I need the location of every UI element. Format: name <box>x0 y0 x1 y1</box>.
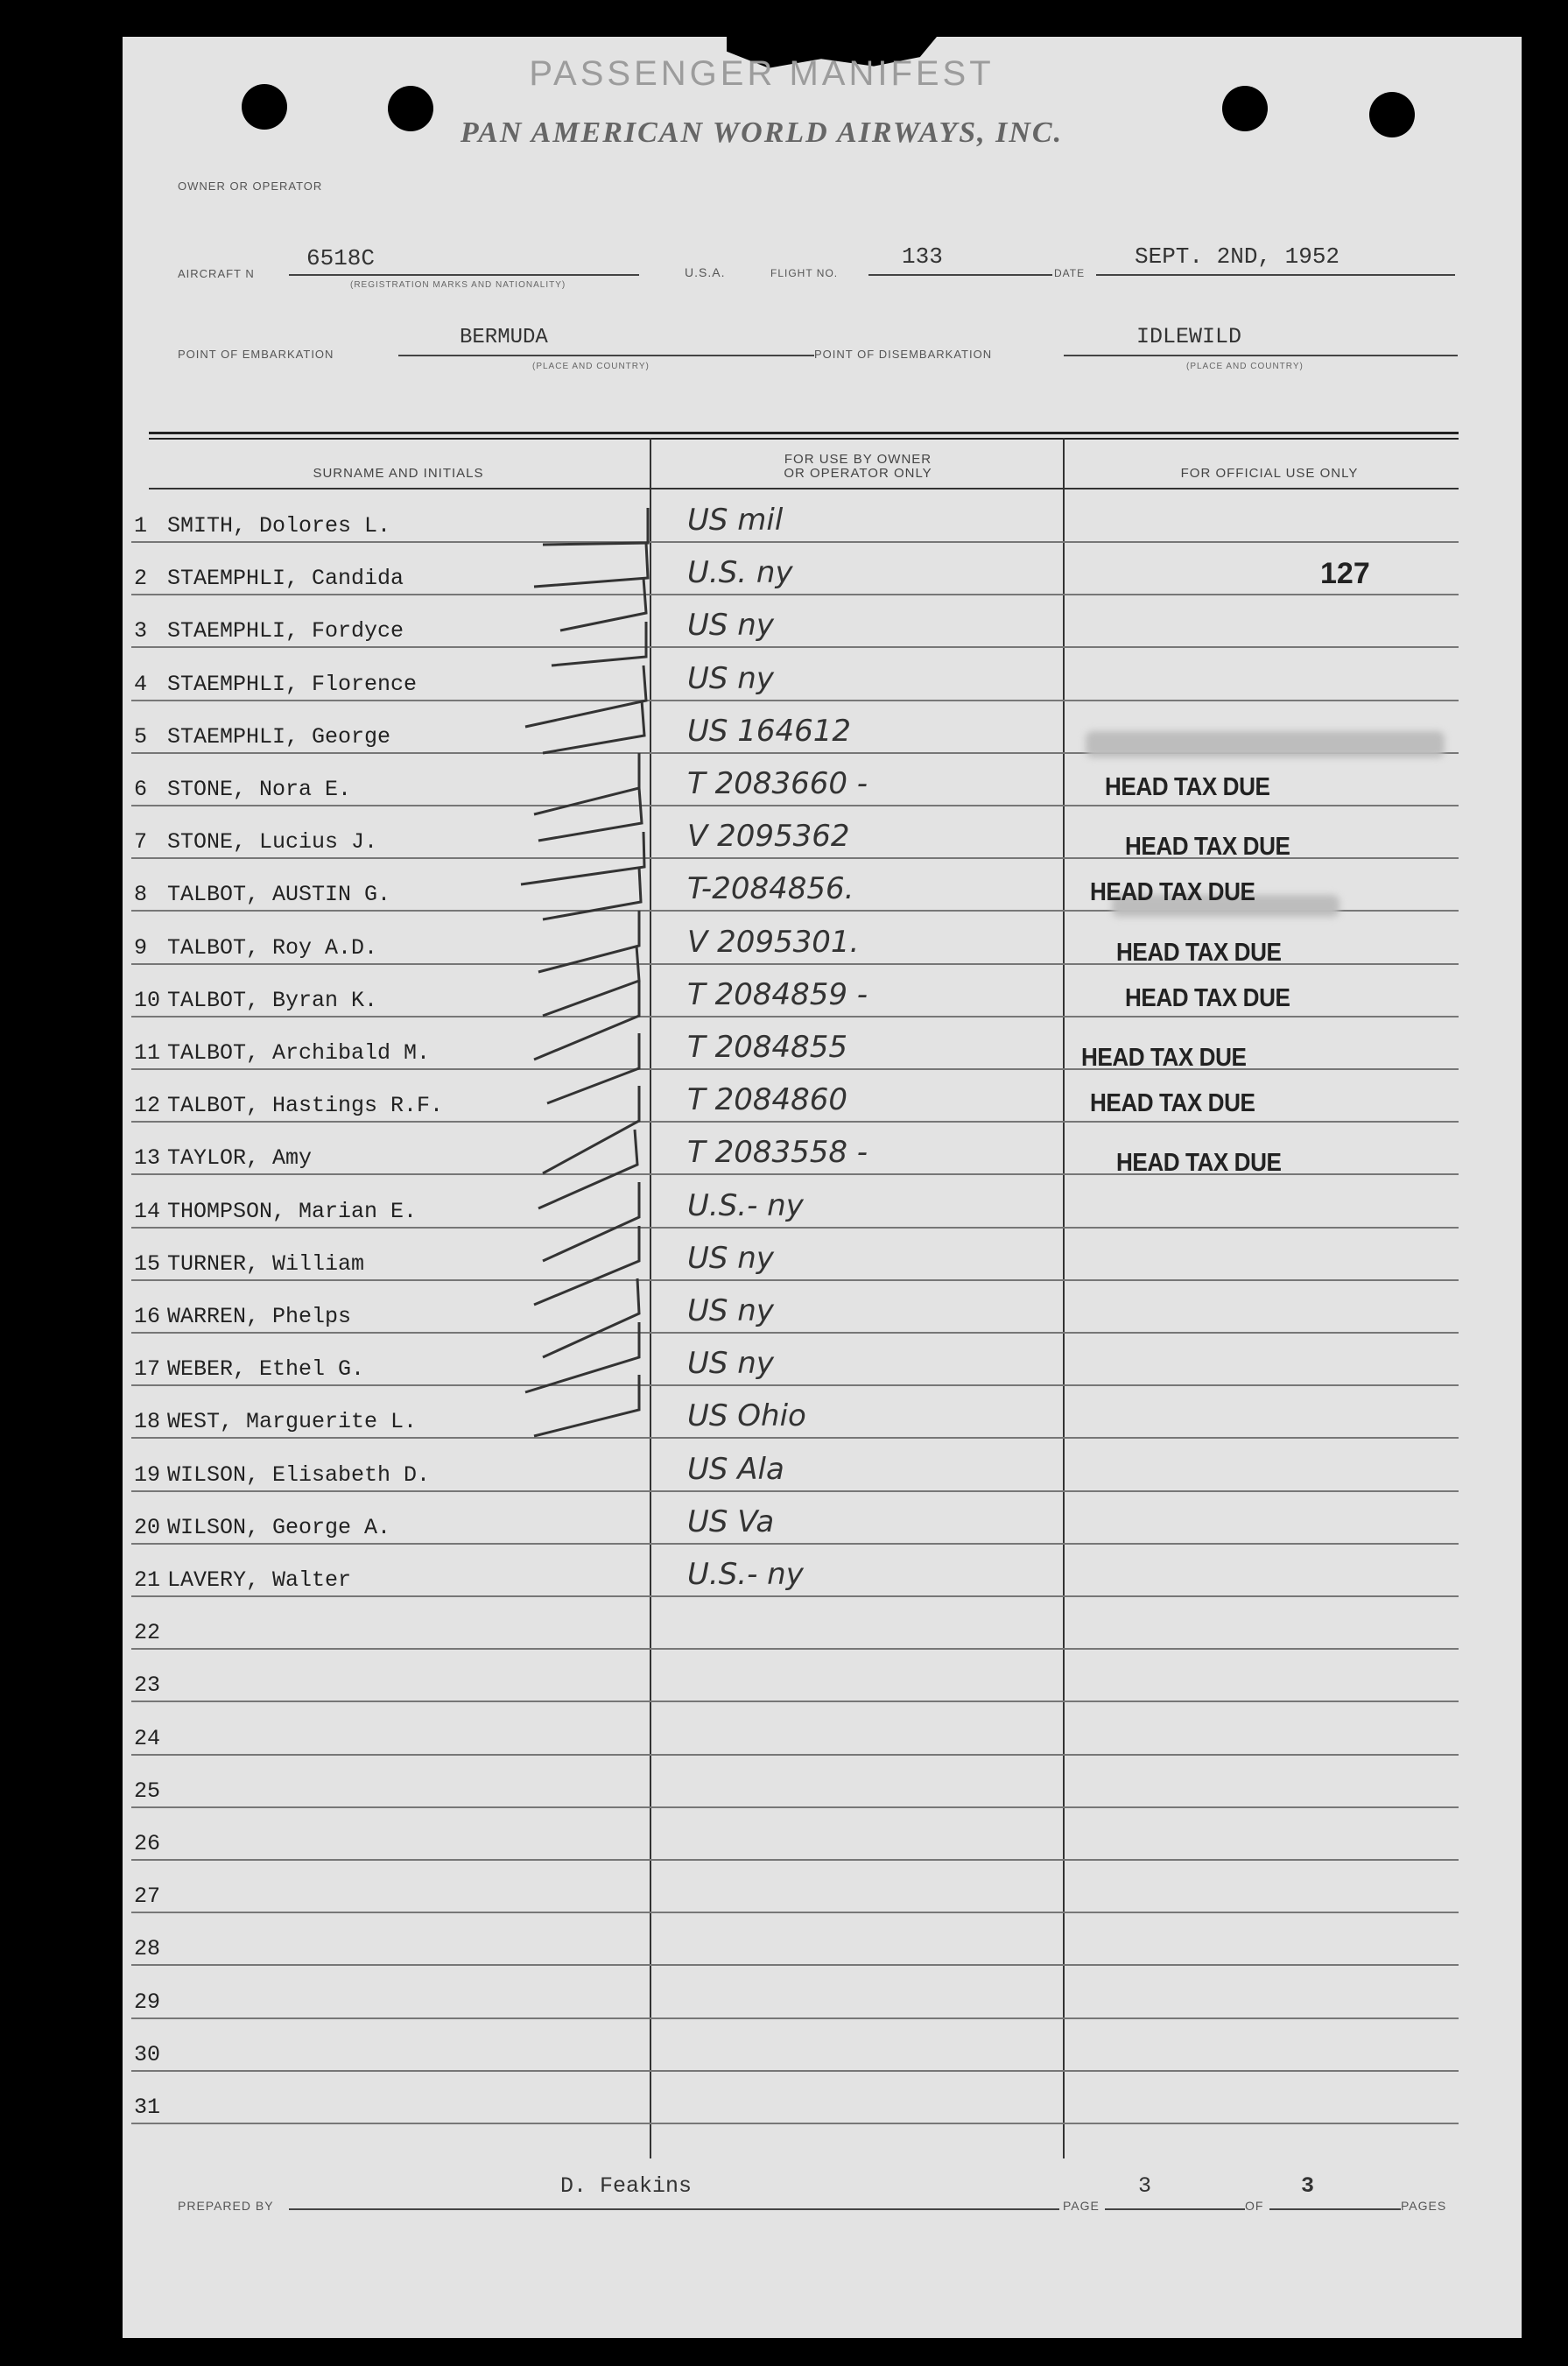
table-row <box>134 1778 167 1804</box>
operator-note: US ny <box>687 1293 774 1328</box>
passenger-name: TURNER, William <box>167 1251 365 1277</box>
embarkation-point: BERMUDA <box>460 326 548 349</box>
row-rule <box>131 646 1459 648</box>
table-row <box>134 566 404 591</box>
check-marks <box>517 490 665 1594</box>
row-rule <box>131 700 1459 701</box>
passenger-name: TAYLOR, Amy <box>167 1145 313 1171</box>
row-number: 3 <box>134 618 148 644</box>
embarkation-note: (PLACE AND COUNTRY) <box>532 362 650 371</box>
row-rule <box>131 1279 1459 1281</box>
passenger-name: TALBOT, Byran K. <box>167 988 378 1013</box>
manifest-sheet <box>123 37 1522 2338</box>
passenger-name: WILSON, Elisabeth D. <box>167 1462 431 1488</box>
operator-note: U.S. ny <box>687 555 793 590</box>
punch-hole <box>1369 92 1415 137</box>
row-number: 23 <box>134 1672 161 1698</box>
operator-column-header-line2: OR OPERATOR ONLY <box>784 466 932 481</box>
embarkation-label: POINT OF EMBARKATION <box>178 348 334 361</box>
aircraft-label: AIRCRAFT N <box>178 267 255 280</box>
table-row <box>134 988 377 1013</box>
flight-label: FLIGHT NO. <box>770 267 839 279</box>
surname-column-header: SURNAME AND INITIALS <box>313 466 484 481</box>
row-rule <box>131 1701 1459 1702</box>
row-number: 25 <box>134 1778 161 1804</box>
row-number: 26 <box>134 1831 161 1856</box>
row-number: 18 <box>134 1409 161 1434</box>
table-row <box>134 724 390 750</box>
operator-note: US ny <box>687 1346 774 1381</box>
table-row <box>134 1672 167 1698</box>
table-row <box>134 1515 390 1540</box>
row-number: 7 <box>134 829 148 855</box>
operator-note: T-2084856. <box>687 871 854 906</box>
operator-note: US 164612 <box>687 714 852 749</box>
row-number: 22 <box>134 1620 161 1645</box>
flight-date: SEPT. 2ND, 1952 <box>1135 243 1340 270</box>
row-rule <box>131 2070 1459 2072</box>
table-row <box>134 1145 312 1171</box>
operator-note: US ny <box>687 1241 774 1276</box>
head-tax-stamp: HEAD TAX DUE <box>1081 1044 1247 1072</box>
table-row <box>134 672 417 697</box>
date-label: DATE <box>1054 267 1086 279</box>
head-tax-stamp: HEAD TAX DUE <box>1090 1089 1255 1117</box>
operator-note: U.S.- ny <box>687 1557 804 1592</box>
row-number: 31 <box>134 2095 161 2120</box>
passenger-name: STAEMPHLI, Fordyce <box>167 618 404 644</box>
aircraft-number: 6518C <box>306 245 376 271</box>
table-row <box>134 1831 167 1856</box>
operator-column-header-line1: FOR USE BY OWNER <box>784 452 932 467</box>
row-number: 11 <box>134 1040 161 1066</box>
operator-note: T 2084859 - <box>687 977 868 1012</box>
table-row <box>134 1356 364 1382</box>
operator-note: US ny <box>687 661 774 696</box>
passenger-name: WARREN, Phelps <box>167 1304 352 1329</box>
head-tax-stamp: HEAD TAX DUE <box>1090 878 1255 906</box>
operator-note: US Ohio <box>687 1398 806 1433</box>
passenger-name: TALBOT, Archibald M. <box>167 1040 431 1066</box>
row-rule <box>131 541 1459 543</box>
table-row <box>134 1040 430 1066</box>
row-rule <box>131 1754 1459 1756</box>
row-rule <box>131 805 1459 806</box>
usa-label: U.S.A. <box>685 265 726 279</box>
passenger-name: THOMPSON, Marian E. <box>167 1199 418 1224</box>
prepared-by-label: PREPARED BY <box>178 2199 274 2213</box>
row-number: 20 <box>134 1515 161 1540</box>
passenger-name: STAEMPHLI, George <box>167 724 391 750</box>
row-rule <box>131 594 1459 595</box>
punch-hole <box>242 84 287 130</box>
row-rule <box>131 1227 1459 1229</box>
head-tax-stamp: HEAD TAX DUE <box>1125 833 1290 861</box>
passenger-name: TALBOT, Hastings R.F. <box>167 1093 444 1118</box>
table-row <box>134 1199 417 1224</box>
row-number: 2 <box>134 566 148 591</box>
table-row <box>134 1462 430 1488</box>
of-label: OF <box>1245 2199 1264 2213</box>
table-row <box>134 1620 167 1645</box>
row-number: 21 <box>134 1567 161 1593</box>
table-row <box>134 829 377 855</box>
disembarkation-label: POINT OF DISEMBARKATION <box>814 348 993 361</box>
passenger-name: STONE, Nora E. <box>167 777 352 802</box>
row-rule <box>131 1068 1459 1070</box>
passenger-name: TALBOT, Roy A.D. <box>167 935 378 961</box>
passenger-name: TALBOT, AUSTIN G. <box>167 882 391 907</box>
column-divider <box>1063 438 1065 2158</box>
row-number: 1 <box>134 513 148 539</box>
row-rule <box>131 1859 1459 1861</box>
row-rule <box>131 1964 1459 1966</box>
row-rule <box>131 1016 1459 1018</box>
table-row <box>134 1726 167 1751</box>
page-total: 3 <box>1301 2173 1315 2199</box>
row-rule <box>131 1912 1459 1913</box>
row-number: 8 <box>134 882 148 907</box>
head-tax-stamp: HEAD TAX DUE <box>1105 773 1270 801</box>
row-number: 27 <box>134 1884 161 1909</box>
row-rule <box>131 2123 1459 2124</box>
passenger-name: WEBER, Ethel G. <box>167 1356 365 1382</box>
table-row <box>134 513 390 539</box>
table-row <box>134 2095 167 2120</box>
row-number: 15 <box>134 1251 161 1277</box>
passenger-name: STONE, Lucius J. <box>167 829 378 855</box>
table-row <box>134 618 404 644</box>
official-count: 127 <box>1320 557 1370 590</box>
row-rule <box>131 1490 1459 1492</box>
operator-note: U.S.- ny <box>687 1188 804 1223</box>
passenger-name: WEST, Marguerite L. <box>167 1409 418 1434</box>
passenger-name: WILSON, George A. <box>167 1515 391 1540</box>
airline-name: PAN AMERICAN WORLD AIRWAYS, INC. <box>460 116 1064 149</box>
table-row <box>134 777 351 802</box>
row-number: 17 <box>134 1356 161 1382</box>
pages-label: PAGES <box>1401 2199 1447 2213</box>
table-row <box>134 1093 443 1118</box>
row-rule <box>131 1648 1459 1650</box>
operator-note: US mil <box>687 503 784 538</box>
punch-hole <box>1222 86 1268 131</box>
table-row <box>134 1567 351 1593</box>
row-number: 5 <box>134 724 148 750</box>
table-row <box>134 1989 167 2015</box>
head-tax-stamp: HEAD TAX DUE <box>1116 939 1282 967</box>
head-tax-stamp: HEAD TAX DUE <box>1125 984 1290 1012</box>
operator-note: T 2083558 - <box>687 1135 868 1170</box>
row-number: 28 <box>134 1936 161 1961</box>
page-number: 3 <box>1138 2173 1152 2199</box>
document-title: PASSENGER MANIFEST <box>529 54 995 93</box>
flight-number: 133 <box>902 243 943 270</box>
row-number: 12 <box>134 1093 161 1118</box>
table-row <box>134 935 377 961</box>
passenger-name: STAEMPHLI, Florence <box>167 672 418 697</box>
disembarkation-point: IDLEWILD <box>1136 324 1242 349</box>
passenger-name: LAVERY, Walter <box>167 1567 352 1593</box>
operator-label: OWNER OR OPERATOR <box>178 180 323 193</box>
operator-note: US Va <box>687 1504 775 1539</box>
row-rule <box>131 1595 1459 1597</box>
table-row <box>134 2042 167 2067</box>
table-row <box>134 1304 351 1329</box>
page-label: PAGE <box>1063 2199 1100 2213</box>
row-number: 30 <box>134 2042 161 2067</box>
table-row <box>134 1884 167 1909</box>
operator-note: T 2084860 <box>687 1082 847 1117</box>
row-rule <box>131 2017 1459 2019</box>
row-rule <box>131 1437 1459 1439</box>
operator-note: T 2084855 <box>687 1030 847 1065</box>
operator-note: T 2083660 - <box>687 766 868 801</box>
operator-note: US Ala <box>687 1452 784 1487</box>
row-number: 14 <box>134 1199 161 1224</box>
disembarkation-note: (PLACE AND COUNTRY) <box>1186 362 1304 371</box>
row-rule <box>131 1384 1459 1386</box>
row-number: 4 <box>134 672 148 697</box>
row-number: 16 <box>134 1304 161 1329</box>
row-rule <box>131 1121 1459 1123</box>
operator-note: US ny <box>687 608 774 643</box>
row-number: 29 <box>134 1989 161 2015</box>
operator-note: V 2095362 <box>687 819 850 854</box>
passenger-name: STAEMPHLI, Candida <box>167 566 404 591</box>
row-rule <box>131 1806 1459 1808</box>
row-number: 9 <box>134 935 148 961</box>
row-number: 6 <box>134 777 148 802</box>
official-column-header: FOR OFFICIAL USE ONLY <box>1180 466 1359 481</box>
row-number: 24 <box>134 1726 161 1751</box>
row-number: 13 <box>134 1145 161 1171</box>
table-row <box>134 1251 364 1277</box>
registration-note: (REGISTRATION MARKS AND NATIONALITY) <box>350 280 566 290</box>
row-number: 10 <box>134 988 161 1013</box>
head-tax-stamp: HEAD TAX DUE <box>1116 1149 1282 1177</box>
row-rule <box>131 1543 1459 1545</box>
row-number: 19 <box>134 1462 161 1488</box>
table-row <box>134 882 390 907</box>
ink-smear <box>1086 731 1445 757</box>
table-row <box>134 1936 167 1961</box>
row-rule <box>131 1332 1459 1334</box>
passenger-name: SMITH, Dolores L. <box>167 513 391 539</box>
prepared-by-name: D. Feakins <box>560 2173 693 2199</box>
operator-note: V 2095301. <box>687 925 860 960</box>
table-row <box>134 1409 417 1434</box>
